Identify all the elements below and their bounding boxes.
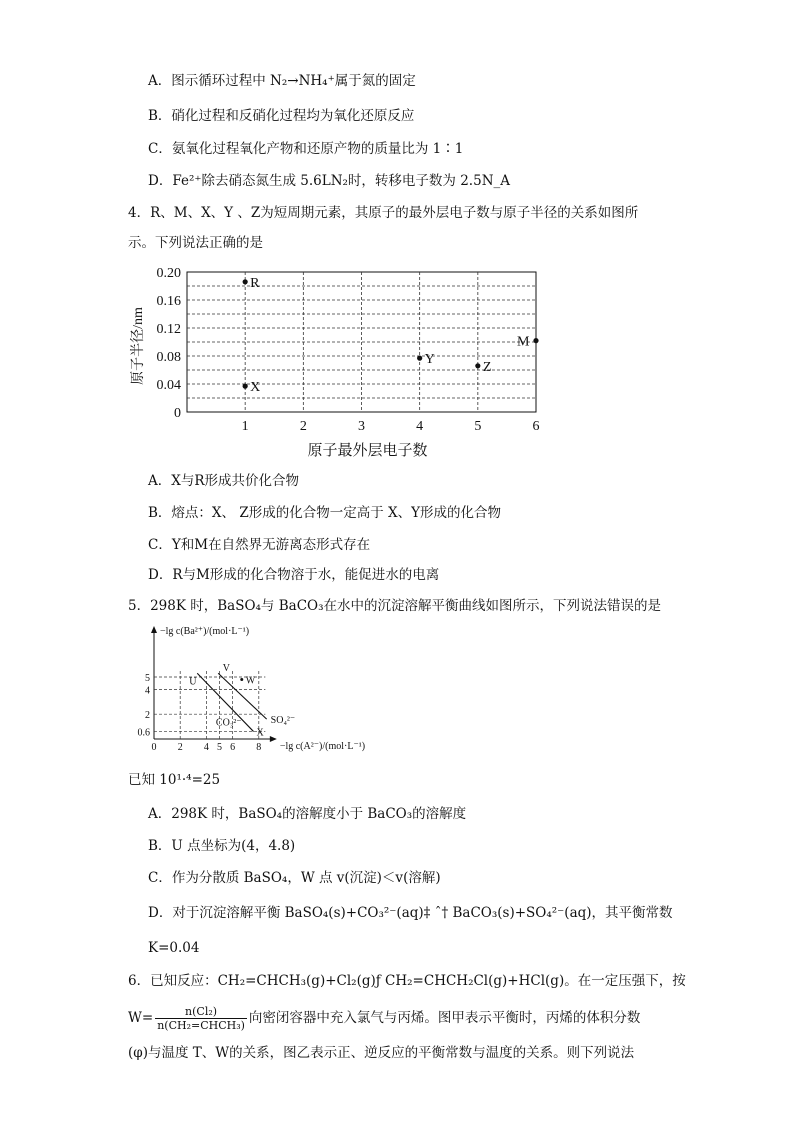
point-label-X: X bbox=[250, 380, 261, 396]
point-W bbox=[240, 678, 243, 681]
y-tick-label: 0.20 bbox=[156, 266, 181, 281]
x-tick-label: 5 bbox=[217, 742, 222, 753]
q4-stem-line2: 示。下列说法正确的是 bbox=[128, 235, 263, 251]
w-denominator: n(CH₂=CHCH₃) bbox=[157, 1019, 245, 1032]
point-label-V: V bbox=[222, 662, 231, 674]
x-axis-arrow bbox=[270, 736, 277, 742]
point-Z bbox=[475, 363, 480, 368]
series-label-carbonate: CO₃²⁻ bbox=[215, 717, 242, 729]
y-axis-label: −lg c(Ba²⁺)/(mol·L⁻¹) bbox=[160, 626, 250, 637]
y-tick-label: 0.12 bbox=[156, 322, 181, 337]
y-tick-label: 0.16 bbox=[156, 294, 181, 309]
x-tick-label: 8 bbox=[256, 742, 262, 753]
point-M bbox=[533, 338, 538, 343]
point-label-Y: Y bbox=[424, 352, 435, 368]
x-axis-label: 原子最外层电子数 bbox=[307, 443, 428, 459]
point-label-W: W bbox=[245, 675, 256, 687]
point-label-Z: Z bbox=[482, 359, 492, 375]
q5-option-b: B．U 点坐标为(4，4.8) bbox=[148, 838, 296, 854]
point-Y bbox=[417, 356, 422, 361]
y-tick-label: 0.6 bbox=[137, 727, 150, 739]
q4-option-c: C．Y和M在自然界无游离态形式存在 bbox=[148, 537, 371, 553]
x-tick-label: 6 bbox=[532, 419, 540, 434]
y-axis-arrow bbox=[151, 626, 157, 633]
q6-stem-line1: 6．已知反应：CH₂=CHCH₃(g)+Cl₂(g)ƒ CH₂=CHCH₂Cl(g)+HCl(g)。在一定压强下，按 bbox=[128, 973, 686, 989]
x-tick-label: 4 bbox=[203, 742, 209, 753]
q4-option-d: D．R与M形成的化合物溶于水，能促进水的电离 bbox=[148, 567, 440, 583]
point-label-X: X bbox=[256, 727, 264, 739]
x-tick-label: 1 bbox=[241, 419, 249, 434]
point-label-R: R bbox=[250, 275, 260, 291]
x-tick-label: 5 bbox=[474, 419, 482, 434]
x-tick-label: 3 bbox=[358, 419, 365, 434]
q3-option-d: D．Fe²⁺除去硝态氮生成 5.6LN₂时，转移电子数为 2.5N_A bbox=[148, 173, 511, 189]
y-tick-label: 2 bbox=[145, 710, 150, 722]
point-label-U: U bbox=[189, 676, 197, 688]
q5-solubility-chart bbox=[132, 622, 402, 762]
q4-radius-chart bbox=[120, 262, 560, 462]
q5-option-d-cont: K=0.04 bbox=[148, 940, 200, 956]
q5-option-d: D．对于沉淀溶解平衡 BaSO₄(s)+CO₃²⁻(aq)‡ ˆ† BaCO₃(s)+SO₄²⁻(aq)，其平衡常数 bbox=[148, 905, 673, 921]
y-axis-label: 原子半径/nm bbox=[131, 307, 146, 385]
point-X bbox=[243, 384, 248, 389]
x-axis-label: −lg c(A²⁻)/(mol·L⁻¹) bbox=[279, 741, 366, 752]
w-prefix: W= bbox=[128, 1010, 154, 1026]
w-numerator: n(Cl₂) bbox=[155, 1005, 247, 1019]
y-tick-label: 5 bbox=[145, 673, 150, 684]
x-tick-label: 0 bbox=[151, 742, 157, 753]
y-tick-label: 0 bbox=[174, 406, 181, 421]
point-R bbox=[243, 279, 248, 284]
q4-option-b: B．熔点：X、 Z形成的化合物一定高于 X、Y形成的化合物 bbox=[148, 505, 502, 521]
q4-stem-line1: 4．R、M、X、Y 、Z为短周期元素，其原子的最外层电子数与原子半径的关系如图所 bbox=[128, 205, 639, 221]
q6-stem-line2 bbox=[128, 1005, 640, 1032]
q3-option-c: C．氨氧化过程氧化产物和还原产物的质量比为 1∶1 bbox=[148, 141, 464, 157]
q6-stem-line3: (φ)与温度 T、W的关系，图乙表示正、逆反应的平衡常数与温度的关系。则下列说法 bbox=[128, 1045, 635, 1061]
x-tick-label: 2 bbox=[299, 419, 307, 434]
x-tick-label: 6 bbox=[230, 742, 236, 753]
series-label-sulfate: SO₄²⁻ bbox=[270, 715, 296, 727]
q6-stem-line2-text: 向密闭容器中充入氯气与丙烯。图甲表示平衡时，丙烯的体积分数 bbox=[248, 1010, 641, 1026]
y-tick-label: 4 bbox=[145, 685, 150, 697]
q5-stem: 5．298K 时，BaSO₄与 BaCO₃在水中的沉淀溶解平衡曲线如图所示，下列说法错误的是 bbox=[128, 598, 661, 614]
q5-option-c: C．作为分散质 BaSO₄，W 点 v(沉淀)＜v(溶解) bbox=[148, 870, 441, 886]
q3-option-b: B．硝化过程和反硝化过程均为氧化还原反应 bbox=[148, 108, 415, 124]
x-tick-label: 2 bbox=[177, 742, 183, 753]
point-label-M: M bbox=[517, 334, 530, 350]
w-fraction bbox=[155, 1005, 247, 1032]
q5-option-a: A．298K 时，BaSO₄的溶解度小于 BaCO₃的溶解度 bbox=[148, 806, 467, 822]
q5-known: 已知 10¹·⁴=25 bbox=[128, 772, 221, 788]
y-tick-label: 0.04 bbox=[156, 378, 181, 393]
q3-option-a: A．图示循环过程中 N₂→NH₄⁺属于氮的固定 bbox=[148, 73, 416, 89]
y-tick-label: 0.08 bbox=[156, 350, 181, 365]
x-tick-label: 4 bbox=[416, 419, 424, 434]
q4-option-a: A．X与R形成共价化合物 bbox=[148, 473, 300, 489]
